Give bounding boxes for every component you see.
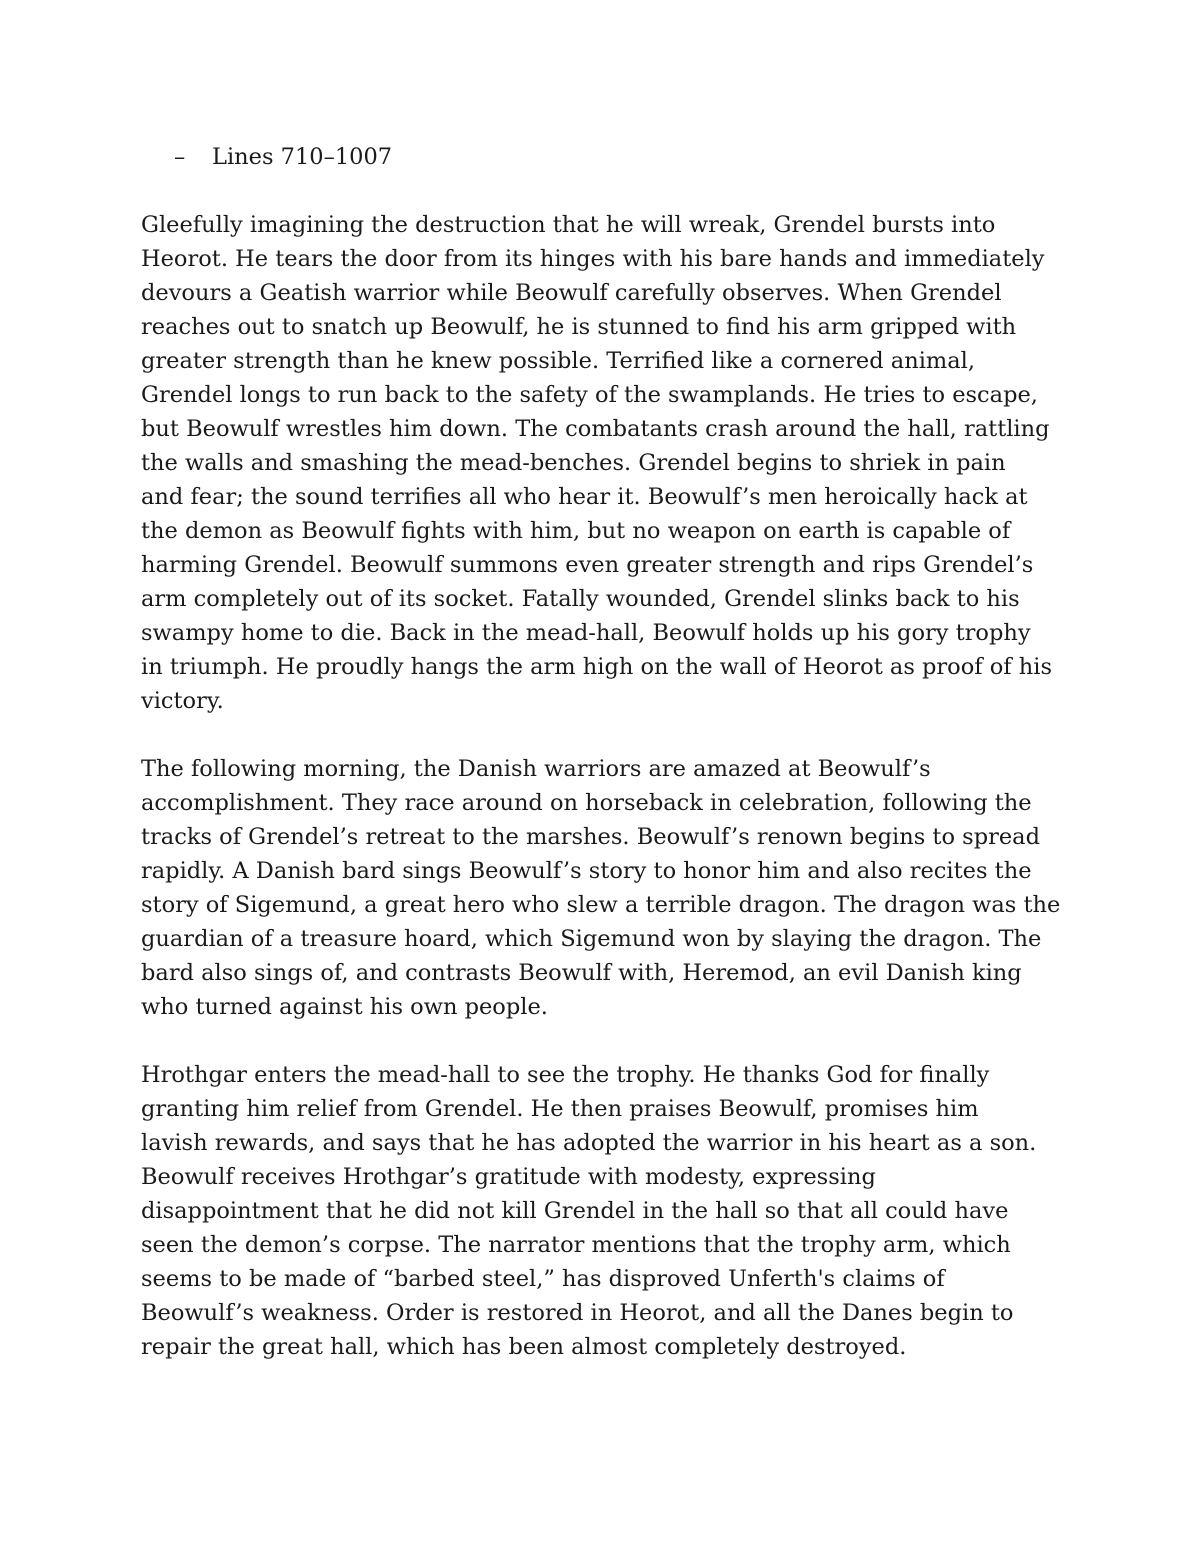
- text-line: lavish rewards, and says that he has adopted the warrior in his heart as a son.: [141, 1130, 1037, 1156]
- text-line: Beowulf receives Hrothgar’s gratitude with modesty, expressing: [141, 1164, 876, 1190]
- text-line: in triumph. He proudly hangs the arm high on the wall of Heorot as proof of his: [141, 654, 1053, 680]
- text-line: swampy home to die. Back in the mead-hall, Beowulf holds up his gory trophy: [141, 620, 1031, 646]
- text-line: The following morning, the Danish warriors are amazed at Beowulf’s: [141, 756, 931, 782]
- text-line: arm completely out of its socket. Fatally wounded, Grendel slinks back to his: [141, 586, 1020, 612]
- text-line: but Beowulf wrestles him down. The combatants crash around the hall, rattling: [141, 416, 1050, 442]
- text-line: the walls and smashing the mead-benches. Grendel begins to shriek in pain: [141, 450, 1006, 476]
- paragraph-2: [141, 752, 1081, 1024]
- text-line: devours a Geatish warrior while Beowulf carefully observes. When Grendel: [141, 280, 1002, 306]
- document-body: [141, 208, 1081, 1364]
- text-line: guardian of a treasure hoard, which Sigemund won by slaying the dragon. The: [141, 926, 1042, 952]
- text-line: Beowulf’s weakness. Order is restored in Heorot, and all the Danes begin to: [141, 1300, 1014, 1326]
- text-line: granting him relief from Grendel. He then praises Beowulf, promises him: [141, 1096, 979, 1122]
- text-line: victory.: [141, 688, 224, 714]
- text-line: reaches out to snatch up Beowulf, he is stunned to find his arm gripped with: [141, 314, 1017, 340]
- text-line: who turned against his own people.: [141, 994, 548, 1020]
- text-line: rapidly. A Danish bard sings Beowulf’s story to honor him and also recites the: [141, 858, 1032, 884]
- paragraph-3: [141, 1058, 1081, 1364]
- text-line: repair the great hall, which has been almost completely destroyed.: [141, 1334, 907, 1360]
- text-line: seen the demon’s corpse. The narrator mentions that the trophy arm, which: [141, 1232, 1011, 1258]
- text-line: the demon as Beowulf fights with him, but no weapon on earth is capable of: [141, 518, 1011, 544]
- text-line: harming Grendel. Beowulf summons even greater strength and rips Grendel’s: [141, 552, 1034, 578]
- text-line: and fear; the sound terrifies all who hear it. Beowulf’s men heroically hack at: [141, 484, 1028, 510]
- section-heading: [174, 140, 392, 174]
- text-line: bard also sings of, and contrasts Beowulf with, Heremod, an evil Danish king: [141, 960, 1022, 986]
- text-line: Gleefully imagining the destruction that he will wreak, Grendel bursts into: [141, 212, 996, 238]
- text-line: disappointment that he did not kill Grendel in the hall so that all could have: [141, 1198, 1009, 1224]
- text-line: Heorot. He tears the door from its hinges with his bare hands and immediately: [141, 246, 1045, 272]
- text-line: accomplishment. They race around on horseback in celebration, following the: [141, 790, 1032, 816]
- paragraph-gap: [141, 1024, 1081, 1058]
- text-line: greater strength than he knew possible. Terrified like a cornered animal,: [141, 348, 976, 374]
- text-line: Hrothgar enters the mead-hall to see the trophy. He thanks God for finally: [141, 1062, 990, 1088]
- text-line: Grendel longs to run back to the safety of the swamplands. He tries to escape,: [141, 382, 1038, 408]
- text-line: tracks of Grendel’s retreat to the marshes. Beowulf’s renown begins to spread: [141, 824, 1040, 850]
- text-line: seems to be made of “barbed steel,” has disproved Unferth's claims of: [141, 1266, 945, 1292]
- heading-text: Lines 710–1007: [212, 144, 393, 170]
- heading-bullet: –: [174, 144, 186, 170]
- paragraph-gap: [141, 718, 1081, 752]
- paragraph-1: [141, 208, 1081, 718]
- text-line: story of Sigemund, a great hero who slew a terrible dragon. The dragon was the: [141, 892, 1061, 918]
